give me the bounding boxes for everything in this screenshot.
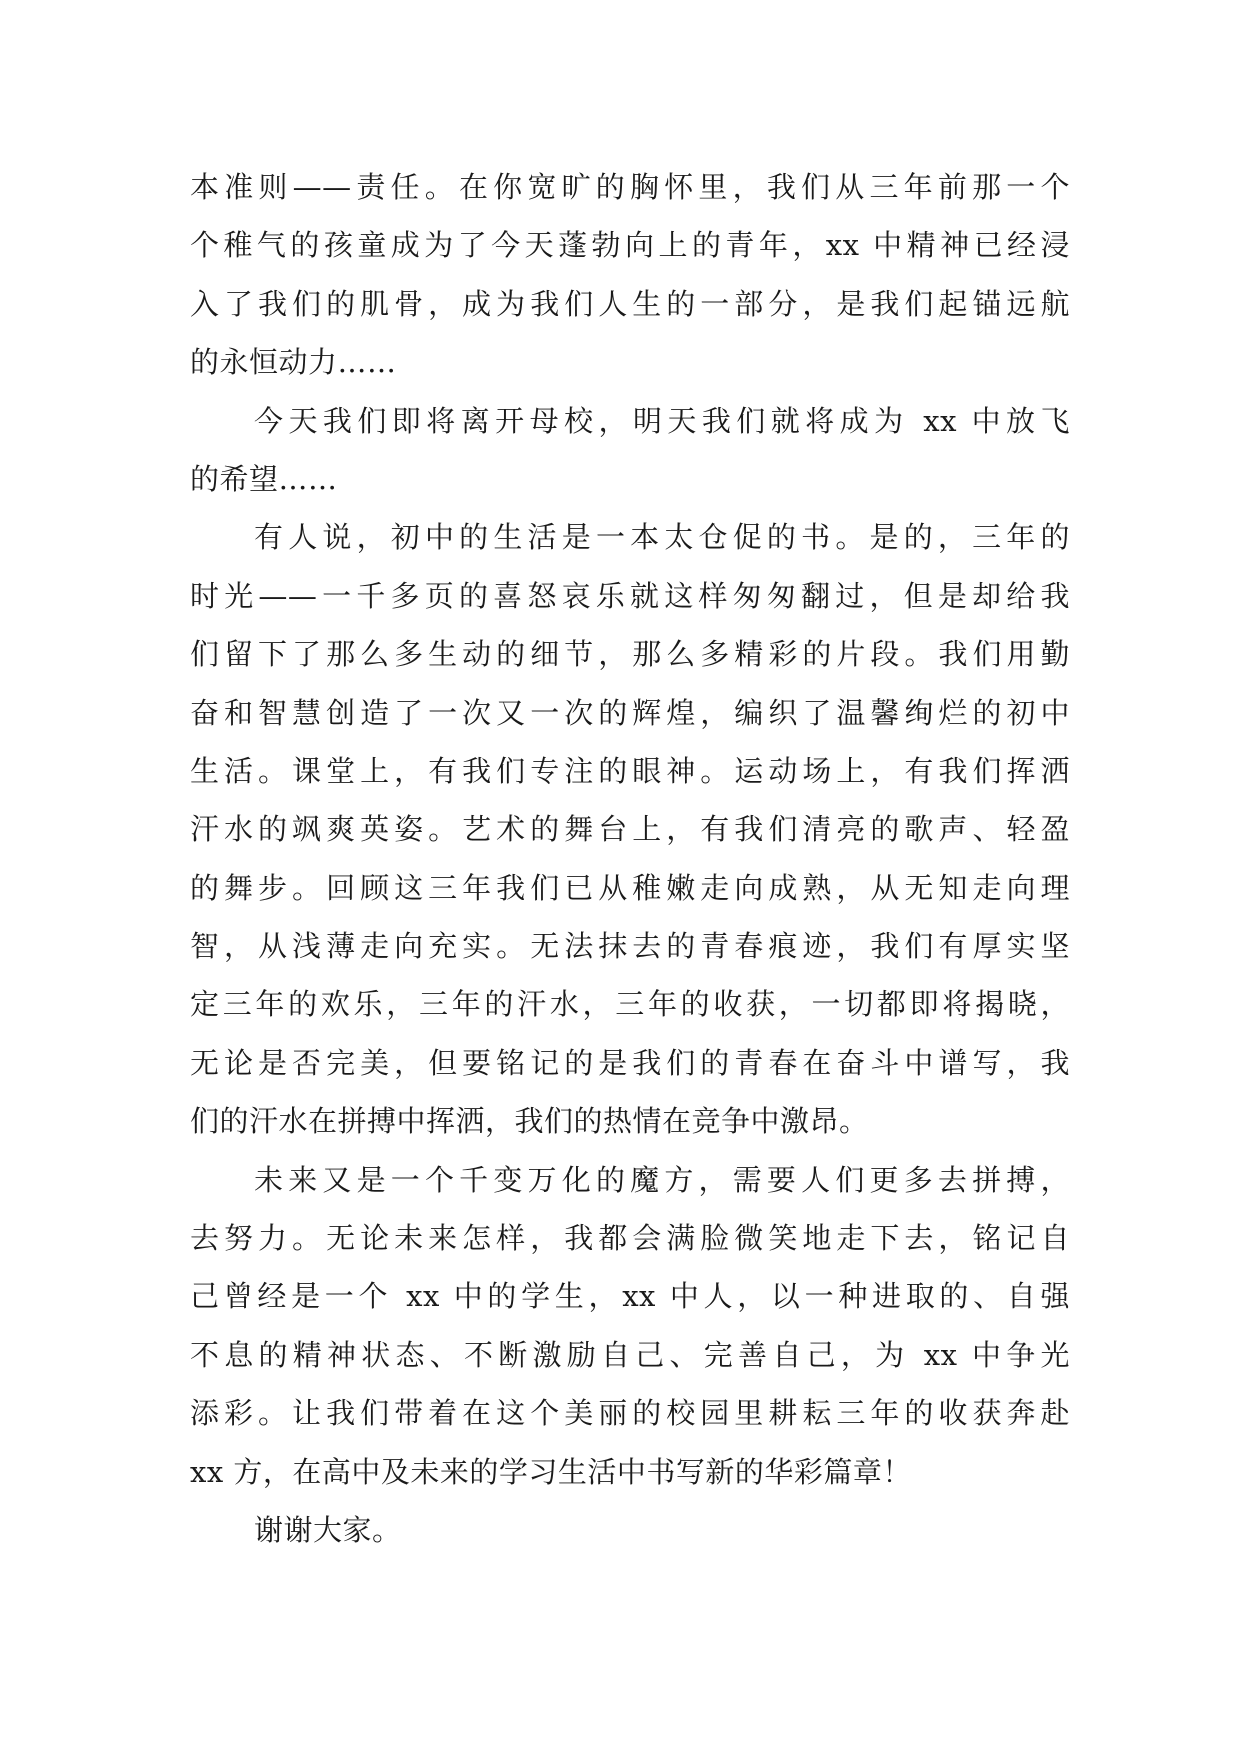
text-line: 今天我们即将离开母校，明天我们就将成为 xx 中放飞 (254, 403, 1070, 438)
text-line: 们留下了那么多生动的细节，那么多精彩的片段。我们用勤 (190, 637, 1070, 672)
text-line: 去努力。无论未来怎样，我都会满脸微笑地走下去，铭记自 (190, 1221, 1070, 1256)
text-line: 不息的精神状态、不断激励自己、完善自己，为 xx 中争光 (190, 1337, 1070, 1372)
text-line: 们的汗水在拼搏中挥洒，我们的热情在竞争中激昂。 (190, 1104, 869, 1139)
document-body (190, 158, 1070, 1559)
text-line: 个稚气的孩童成为了今天蓬勃向上的青年，xx 中精神已经浸 (190, 228, 1070, 263)
text-line: 的永恒动力…… (190, 345, 397, 380)
text-line: 智，从浅薄走向充实。无法抹去的青春痕迹，我们有厚实坚 (190, 929, 1070, 964)
paragraph-2 (190, 392, 1070, 509)
text-line: 入了我们的肌骨，成为我们人生的一部分，是我们起锚远航 (190, 286, 1070, 321)
text-line: xx 方，在高中及未来的学习生活中书写新的华彩篇章！ (190, 1454, 912, 1489)
paragraph-4 (190, 1151, 1070, 1501)
paragraph-1 (190, 158, 1070, 392)
text-line: 谢谢大家。 (254, 1512, 402, 1547)
text-line: 生活。课堂上，有我们专注的眼神。运动场上，有我们挥洒 (190, 753, 1070, 788)
text-line: 添彩。让我们带着在这个美丽的校园里耕耘三年的收获奔赴 (190, 1396, 1070, 1431)
text-line: 定三年的欢乐，三年的汗水，三年的收获，一切都即将揭晓， (190, 987, 1070, 1022)
text-line: 己曾经是一个 xx 中的学生，xx 中人，以一种进取的、自强 (190, 1279, 1070, 1314)
paragraph-5 (190, 1501, 1070, 1559)
text-line: 奋和智慧创造了一次又一次的辉煌，编织了温馨绚烂的初中 (190, 695, 1070, 730)
text-line: 有人说，初中的生活是一本太仓促的书。是的，三年的 (254, 520, 1070, 555)
text-line: 的希望…… (190, 461, 338, 496)
text-line: 时光——一千多页的喜怒哀乐就这样匆匆翻过，但是却给我 (190, 578, 1070, 613)
text-line: 未来又是一个千变万化的魔方，需要人们更多去拼搏， (254, 1162, 1070, 1197)
text-line: 无论是否完美，但要铭记的是我们的青春在奋斗中谱写，我 (190, 1045, 1070, 1080)
text-line: 的舞步。回顾这三年我们已从稚嫩走向成熟，从无知走向理 (190, 870, 1070, 905)
paragraph-3 (190, 508, 1070, 1150)
text-line: 汗水的飒爽英姿。艺术的舞台上，有我们清亮的歌声、轻盈 (190, 812, 1070, 847)
text-line: 本准则——责任。在你宽旷的胸怀里，我们从三年前那一个 (190, 170, 1070, 204)
